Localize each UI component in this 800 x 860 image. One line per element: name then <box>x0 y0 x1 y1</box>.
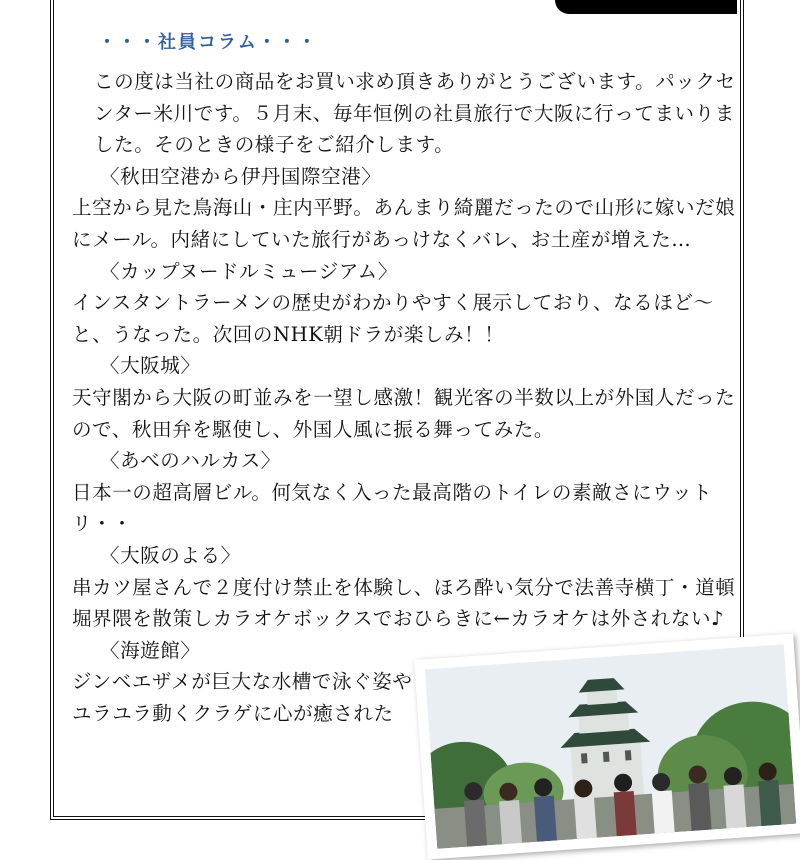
column-title: ・・・社員コラム・・・ <box>98 32 318 53</box>
section-text: 日本一の超高層ビル。何気なく入った最高階のトイレの素敵さにウットリ・・ <box>72 480 713 536</box>
section-heading: 〈秋田空港から伊丹国際空港〉 <box>100 164 382 188</box>
section-heading: 〈カップヌードルミュージアム〉 <box>100 259 398 283</box>
group-photo-frame <box>414 633 800 859</box>
section-text: 串カツ屋さんで２度付け禁止を体験し、ほろ酔い気分で法善寺横丁・道頓堀界隈を散策しカラオケボックスでおひらきに←カラオケは外されない♪ <box>72 575 736 631</box>
group-photo <box>425 644 797 849</box>
section-text: 上空から見た鳥海山・庄内平野。あんまり綺麗だったので山形に嫁いだ娘にメール。内緒にしていた旅行があっけなくバレ、お土産が増えた… <box>72 196 736 251</box>
intro-paragraph: この度は当社の商品をお買い求め頂きありがとうございます。パックセンター米川です。５月末、毎年恒例の社員旅行で大阪に行ってまいりました。そのときの様子をご紹介します。 <box>94 70 736 157</box>
column-body <box>72 66 742 729</box>
section-heading: 〈大阪のよる〉 <box>100 543 241 567</box>
section-heading: 〈あべのハルカス〉 <box>100 449 281 473</box>
section-text: ジンベエザメが巨大な水槽で泳ぐ姿やユラユラ動くクラゲに心が癒された <box>72 670 413 725</box>
corner-tab <box>555 0 737 14</box>
osaka-castle-photo <box>425 644 797 849</box>
section-text: 天守閣から大阪の町並みを一望し感激！観光客の半数以上が外国人だったので、秋田弁を駆使し、外国人風に振る舞ってみた。 <box>72 385 736 441</box>
section-heading: 〈大阪城〉 <box>100 354 201 378</box>
section-text: インスタントラーメンの歴史がわかりやすく展示しており、なるほど～と、うなった。次回のNHK朝ドラが楽しみ！！ <box>72 291 714 346</box>
section-heading: 〈海遊館〉 <box>100 638 201 662</box>
